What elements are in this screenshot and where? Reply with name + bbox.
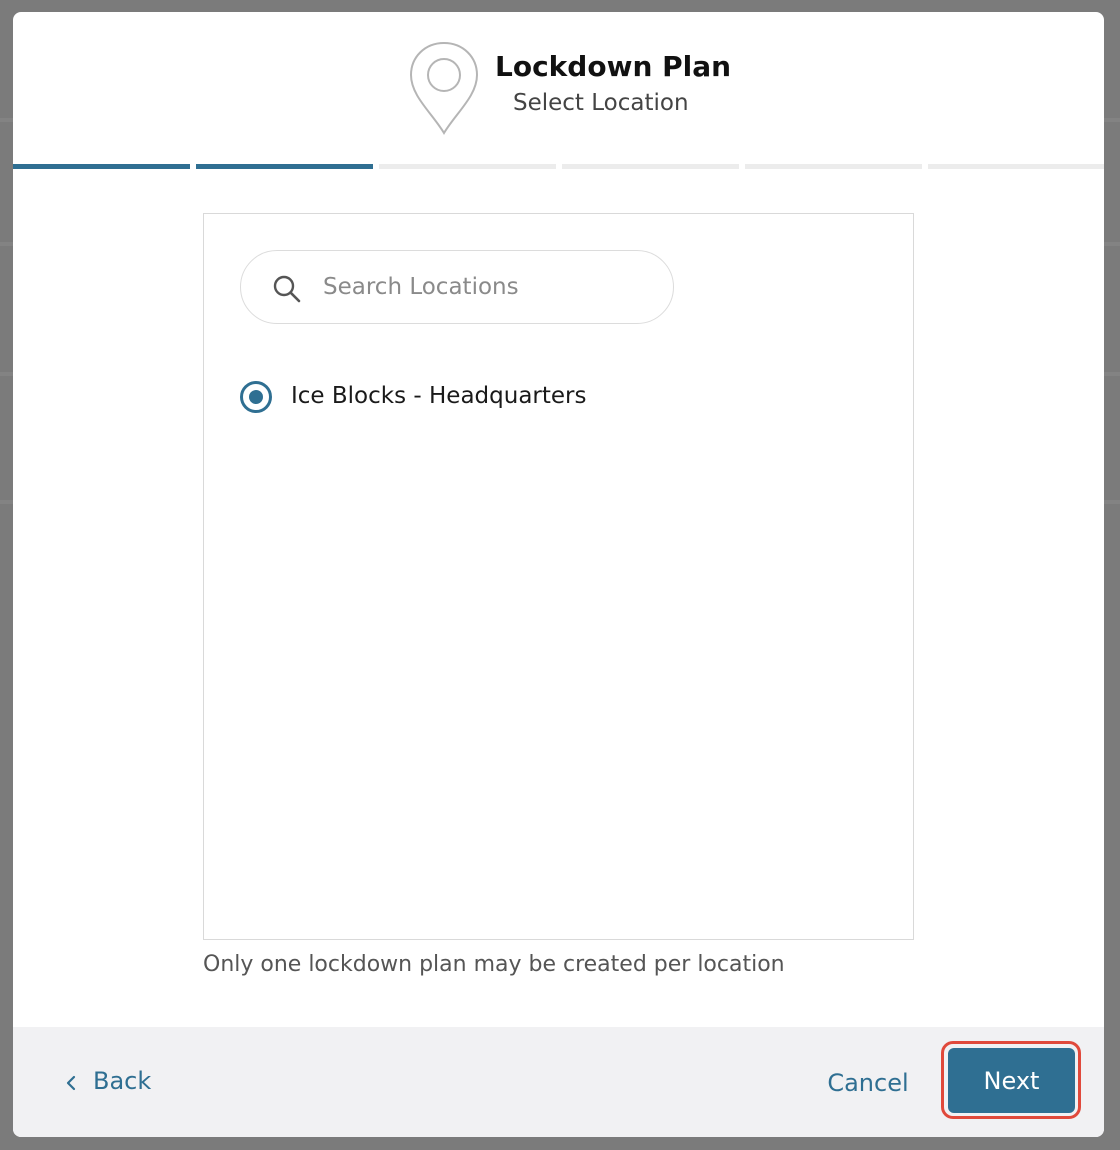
search-input[interactable]	[323, 265, 653, 309]
step-4	[562, 164, 739, 169]
step-1	[13, 164, 190, 169]
step-5	[745, 164, 922, 169]
radio-dot	[249, 390, 263, 404]
chevron-left-icon	[63, 1075, 79, 1091]
step-2	[196, 164, 373, 169]
step-3	[379, 164, 556, 169]
location-option-label: Ice Blocks - Headquarters	[291, 383, 587, 409]
map-pin-icon	[408, 40, 480, 136]
search-box[interactable]	[240, 250, 674, 324]
progress-stepper	[13, 164, 1104, 169]
modal-title: Lockdown Plan	[495, 50, 732, 83]
search-icon	[272, 274, 302, 304]
step-6	[928, 164, 1104, 169]
location-list	[203, 213, 914, 940]
modal-subtitle: Select Location	[513, 90, 689, 116]
cancel-button[interactable]: Cancel	[813, 1063, 923, 1103]
back-label: Back	[93, 1067, 152, 1095]
modal-footer	[13, 1027, 1104, 1137]
modal-header	[13, 12, 1104, 162]
radio-selected[interactable]	[240, 381, 272, 413]
lockdown-plan-modal	[13, 12, 1104, 1137]
helper-text: Only one lockdown plan may be created per location	[203, 952, 785, 977]
next-button[interactable]: Next	[948, 1048, 1075, 1113]
